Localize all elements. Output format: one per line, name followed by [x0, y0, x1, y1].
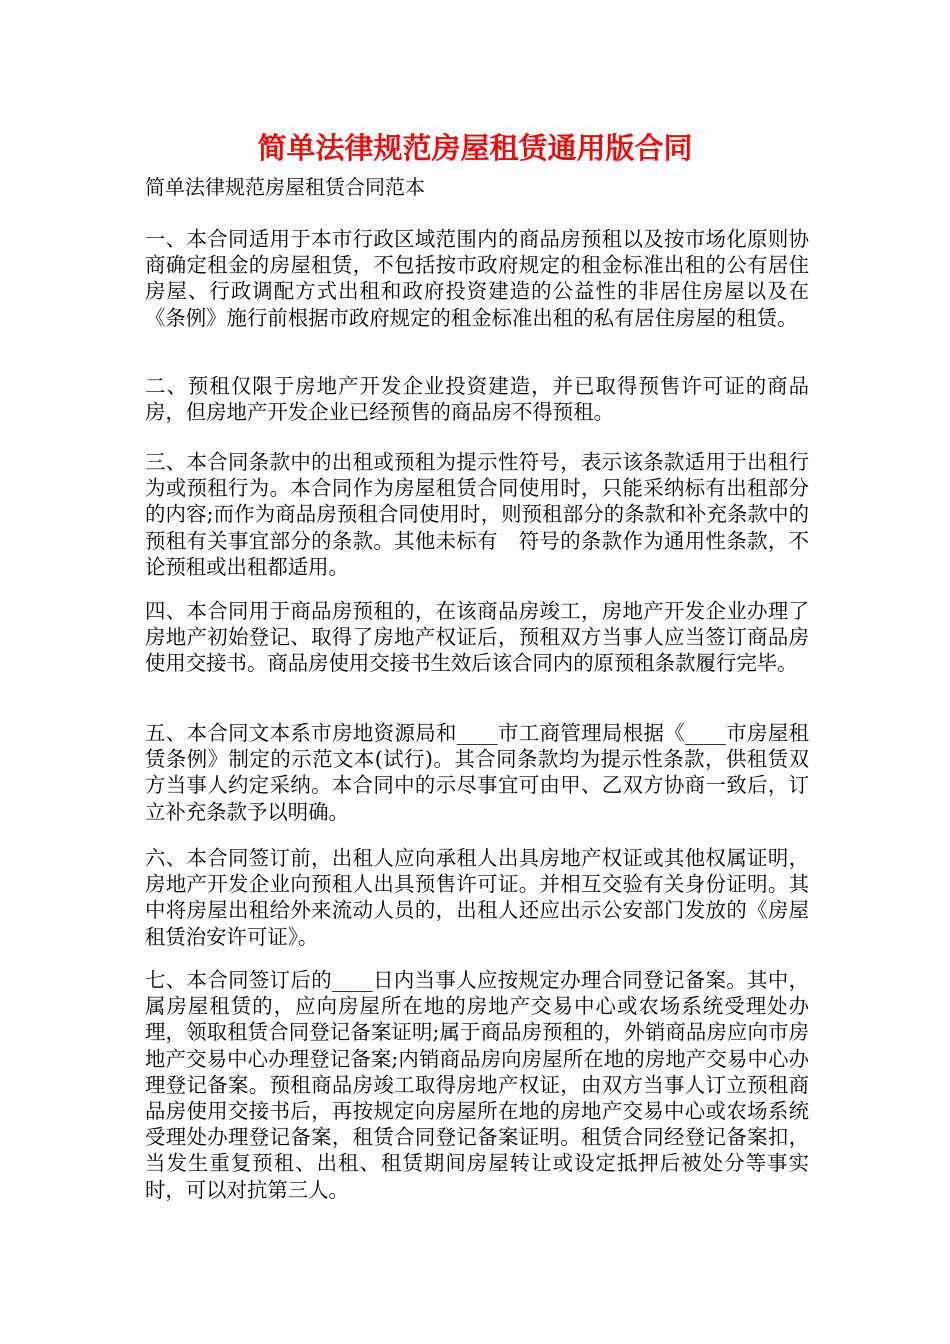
document-subtitle: 简单法律规范房屋租赁合同范本	[145, 175, 425, 199]
clause-1: 一、本合同适用于本市行政区域范围内的商品房预租以及按市场化原则协商确定租金的房屋租赁，不包括按市政府规定的租金标准出租的公有居住房屋、行政调配方式出租和政府投资建造的公益性的非居住房屋以及在《条例》施行前根据市政府规定的租金标准出租的私有居住房屋的租赁。	[145, 227, 809, 330]
clause-2: 二、预租仅限于房地产开发企业投资建造，并已取得预售许可证的商品房，但房地产开发企业已经预售的商品房不得预租。	[145, 374, 809, 425]
clause-5: 五、本合同文本系市房地资源局和____市工商管理局根据《____市房屋租赁条例》制定的示范文本(试行)。其合同条款均为提示性条款，供租赁双方当事人约定采纳。本合同中的示尽事宜可由甲、乙双方协商一致后，订立补充条款予以明确。	[145, 721, 809, 824]
clause-4: 四、本合同用于商品房预租的，在该商品房竣工，房地产开发企业办理了房地产初始登记、取得了房地产权证后，预租双方当事人应当签订商品房使用交接书。商品房使用交接书生效后该合同内的原预租条款履行完毕。	[145, 599, 809, 676]
document-title: 简单法律规范房屋租赁通用版合同	[257, 131, 693, 165]
clause-3: 三、本合同条款中的出租或预租为提示性符号，表示该条款适用于出租行为或预租行为。本合同作为房屋租赁合同使用时，只能采纳标有出租部分的内容;而作为商品房预租合同使用时，则预租部分的条款和补充条款中的预租有关事宜部分的条款。其他未标有 符号的条款作为通用性条款，不论预租或出租都适用。	[145, 450, 809, 579]
clause-6: 六、本合同签订前，出租人应向承租人出具房地产权证或其他权属证明，房地产开发企业向预租人出具预售许可证。并相互交验有关身份证明。其中将房屋出租给外来流动人员的，出租人还应出示公安部门发放的《房屋租赁治安许可证》。	[145, 846, 809, 949]
clause-7: 七、本合同签订后的____日内当事人应按规定办理合同登记备案。其中，属房屋租赁的，应向房屋所在地的房地产交易中心或农场系统受理处办理，领取租赁合同登记备案证明;属于商品房预租的，外销商品房应向市房地产交易中心办理登记备案;内销商品房向房屋所在地的房地产交易中心办理登记备案。预租商品房竣工取得房地产权证，由双方当事人订立预租商品房使用交接书后，再按规定向房屋所在地的房地产交易中心或农场系统受理处办理登记备案，租赁合同登记备案证明。租赁合同经登记备案扣，当发生重复预租、出租、租赁期间房屋转让或设定抵押后被处分等事实时，可以对抗第三人。	[145, 968, 809, 1202]
